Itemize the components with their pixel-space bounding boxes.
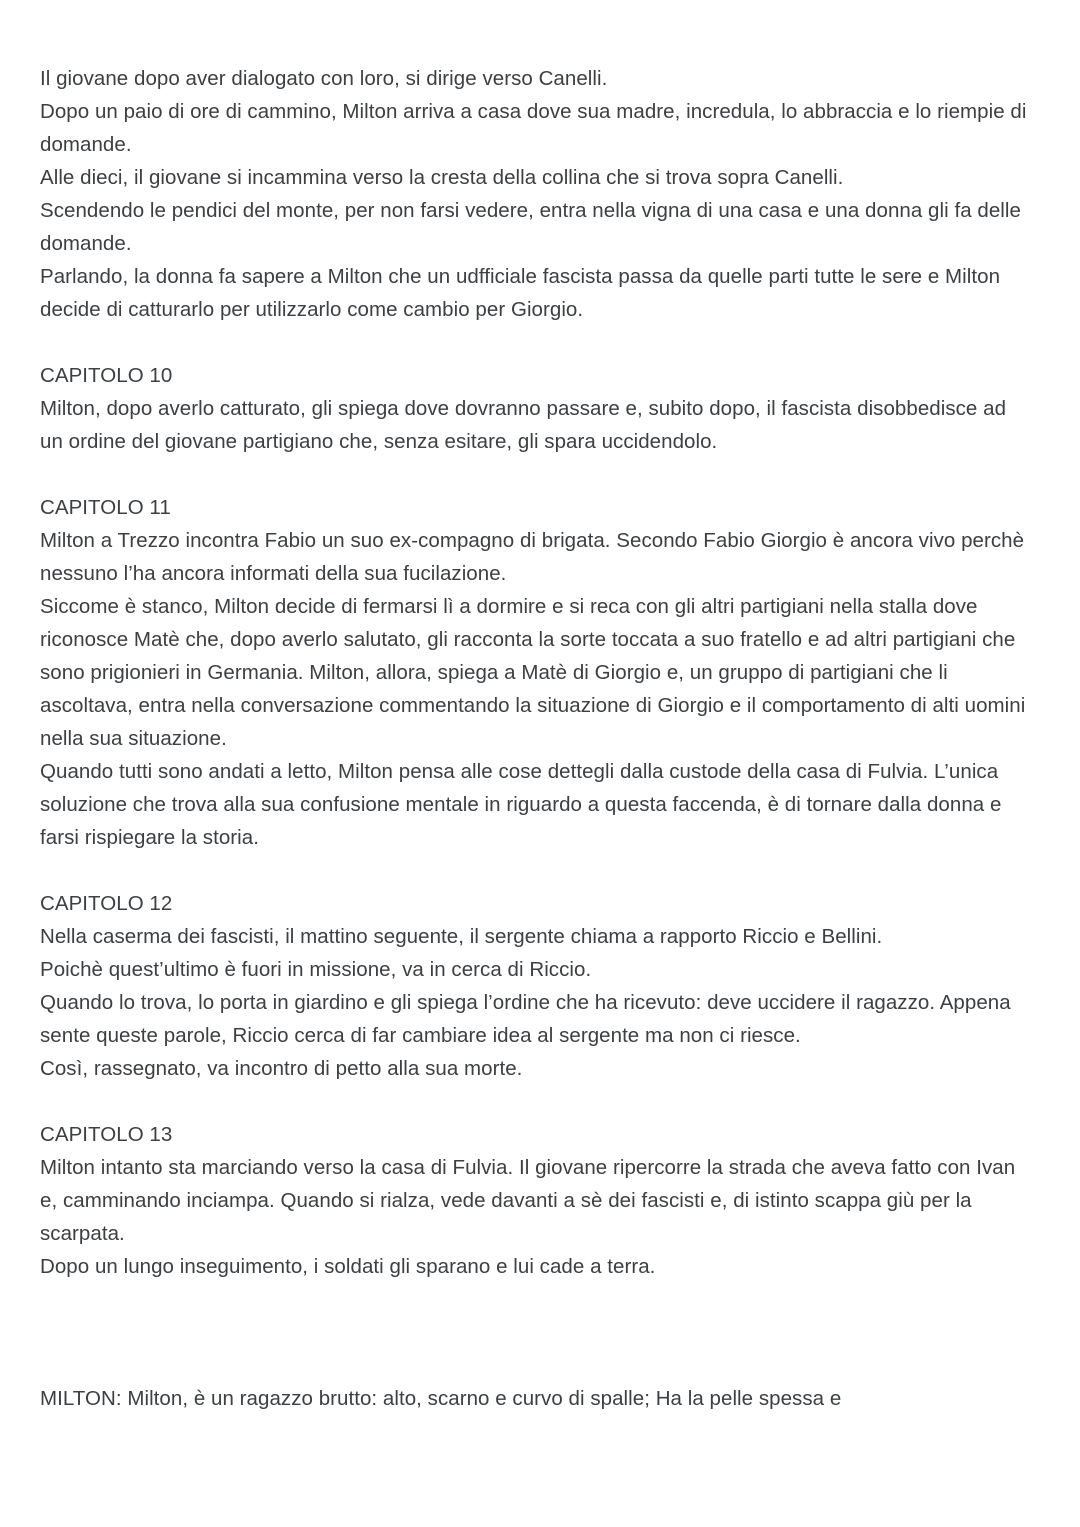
text-line: Scendendo le pendici del monte, per non farsi vedere, entra nella vigna di una casa e una donna gli fa delle domande. — [40, 199, 1021, 255]
chapter-heading: CAPITOLO 11 — [40, 496, 171, 519]
text-block-capitolo-13 — [40, 1118, 1030, 1283]
document-text-body — [40, 62, 1030, 1415]
text-block-capitolo-12 — [40, 887, 1030, 1085]
text-line: Così, rassegnato, va incontro di petto alla sua morte. — [40, 1057, 523, 1080]
text-line: Il giovane dopo aver dialogato con loro, si dirige verso Canelli. — [40, 67, 608, 90]
text-block-capitolo-11 — [40, 491, 1030, 854]
text-line: Milton intanto sta marciando verso la casa di Fulvia. Il giovane ripercorre la strada che aveva fatto con Ivan e, camminando inciampa. Quando si rialza, vede davanti a sè dei fascisti e, di istinto scappa giù per la scarpata. — [40, 1156, 1016, 1245]
text-line: Dopo un paio di ore di cammino, Milton arriva a casa dove sua madre, incredula, lo abbraccia e lo riempie di domande. — [40, 100, 1027, 156]
text-block-character-milton — [40, 1382, 1030, 1415]
text-block-capitolo-10 — [40, 359, 1030, 458]
text-line: Parlando, la donna fa sapere a Milton che un udfficiale fascista passa da quelle parti tutte le sere e Milton decide di catturarlo per utilizzarlo come cambio per Giorgio. — [40, 265, 1001, 321]
text-line: Milton, dopo averlo catturato, gli spiega dove dovranno passare e, subito dopo, il fascista disobbedisce ad un ordine del giovane partigiano che, senza esitare, gli spara uccidendolo. — [40, 397, 1007, 453]
text-line: Milton a Trezzo incontra Fabio un suo ex-compagno di brigata. Secondo Fabio Giorgio è ancora vivo perchè nessuno l’ha ancora informati della sua fucilazione. — [40, 529, 1025, 585]
chapter-heading: CAPITOLO 10 — [40, 364, 173, 387]
chapter-heading: CAPITOLO 13 — [40, 1123, 173, 1146]
text-line: Quando tutti sono andati a letto, Milton pensa alle cose dettegli dalla custode della casa di Fulvia. L’unica soluzione che trova alla sua confusione mentale in riguardo a questa faccenda, è di tornare dalla donna e farsi rispiegare la storia. — [40, 760, 1002, 849]
text-line: Dopo un lungo inseguimento, i soldati gli sparano e lui cade a terra. — [40, 1255, 656, 1278]
text-line: Nella caserma dei fascisti, il mattino seguente, il sergente chiama a rapporto Riccio e Bellini. — [40, 925, 883, 948]
chapter-heading: CAPITOLO 12 — [40, 892, 173, 915]
text-line: MILTON: Milton, è un ragazzo brutto: alto, scarno e curvo di spalle; Ha la pelle spessa e — [40, 1387, 842, 1410]
text-block-intro-summary — [40, 62, 1030, 326]
text-line: Alle dieci, il giovane si incammina verso la cresta della collina che si trova sopra Canelli. — [40, 166, 844, 189]
text-line: Quando lo trova, lo porta in giardino e gli spiega l’ordine che ha ricevuto: deve uccidere il ragazzo. Appena sente queste parole, Riccio cerca di far cambiare idea al sergente ma non ci riesce. — [40, 991, 1011, 1047]
text-line: Poichè quest’ultimo è fuori in missione, va in cerca di Riccio. — [40, 958, 592, 981]
text-line: Siccome è stanco, Milton decide di fermarsi lì a dormire e si reca con gli altri partigiani nella stalla dove riconosce Matè che, dopo averlo salutato, gli racconta la sorte toccata a suo fratello e ad altri partigiani che sono prigionieri in Germania. Milton, allora, spiega a Matè di Giorgio e, un gruppo di partigiani che li ascoltava, entra nella conversazione commentando la situazione di Giorgio e il comportamento di alti uomini nella sua situazione. — [40, 595, 1026, 750]
